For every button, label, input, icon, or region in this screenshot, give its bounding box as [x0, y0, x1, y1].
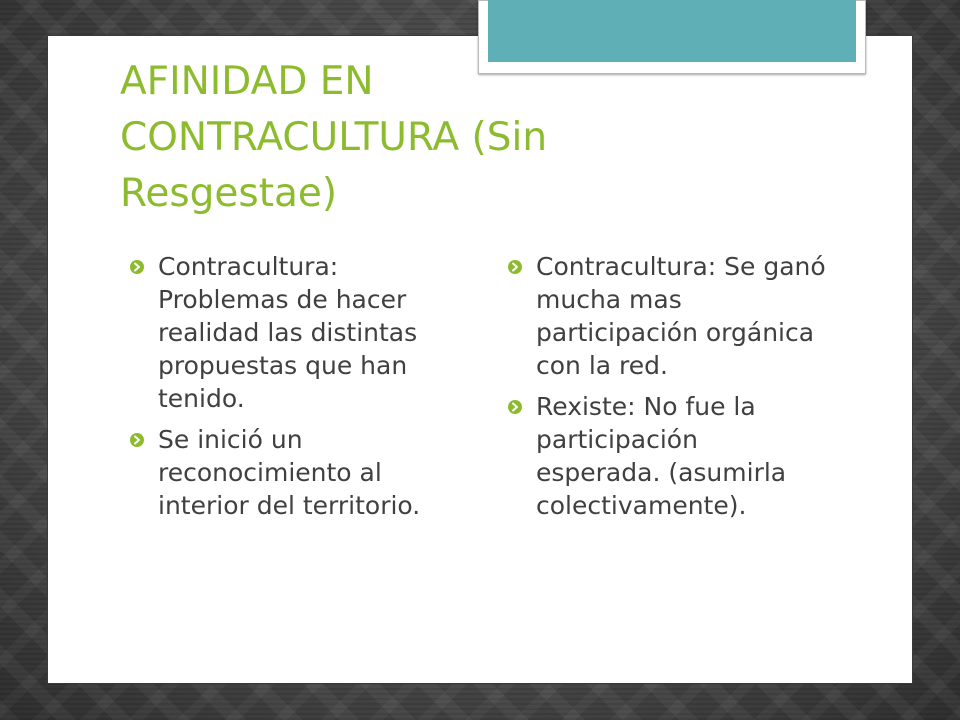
- bullet-item: [130, 423, 460, 522]
- bullet-item: [508, 250, 828, 382]
- bullet-text: Se inició un reconocimiento al interior del territorio.: [158, 425, 421, 520]
- arrow-circle-right-icon: [508, 400, 522, 414]
- bullet-item: [130, 250, 460, 415]
- accent-block: [488, 0, 856, 62]
- arrow-circle-right-icon: [130, 433, 144, 447]
- right-bullet-list: [508, 250, 828, 530]
- slide-title: AFINIDAD EN CONTRACULTURA (Sin Resgestae): [120, 59, 548, 216]
- bullet-text: Rexiste: No fue la participación esperada. (asumirla colectivamente).: [536, 392, 787, 520]
- bullet-text: Contracultura: Se ganó mucha mas participación orgánica con la red.: [536, 252, 826, 380]
- arrow-circle-right-icon: [508, 260, 522, 274]
- bullet-text: Contracultura: Problemas de hacer realidad las distintas propuestas que han tenido.: [158, 252, 418, 413]
- arrow-circle-right-icon: [130, 260, 144, 274]
- left-bullet-list: [130, 250, 460, 530]
- bullet-item: [508, 390, 828, 522]
